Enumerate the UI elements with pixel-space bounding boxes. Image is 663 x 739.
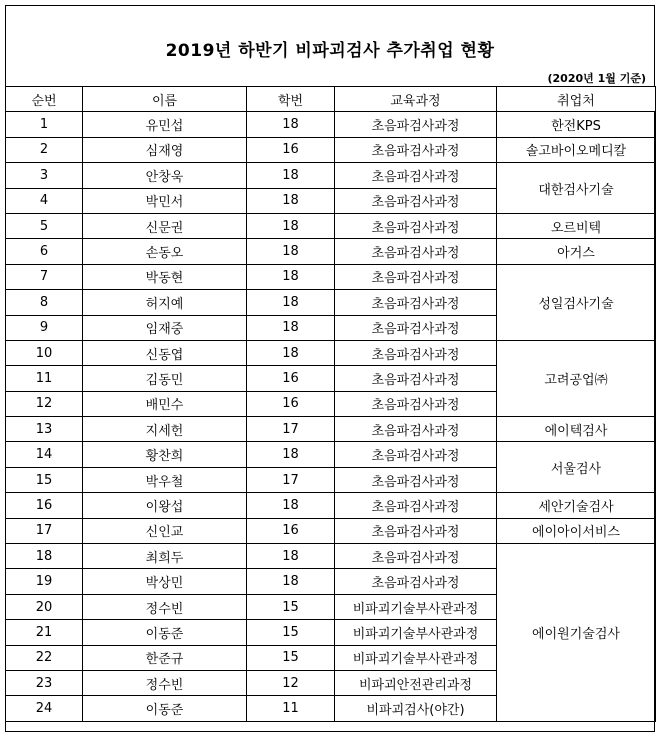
table-row — [6, 239, 656, 264]
row-no: 20 — [6, 594, 83, 619]
row-employer: 에이텍검사 — [497, 417, 656, 442]
row-course: 초음파검사과정 — [335, 137, 497, 162]
row-no: 9 — [6, 315, 83, 340]
row-course: 초음파검사과정 — [335, 467, 497, 492]
row-name: 심재영 — [83, 137, 247, 162]
table-row — [6, 163, 656, 188]
row-course: 초음파검사과정 — [335, 188, 497, 213]
row-no: 16 — [6, 493, 83, 518]
row-course: 비파괴기술부사관과정 — [335, 620, 497, 645]
row-course: 초음파검사과정 — [335, 112, 497, 137]
row-no: 3 — [6, 163, 83, 188]
row-name: 한준규 — [83, 645, 247, 670]
table-header-row — [6, 87, 656, 112]
table-row — [6, 340, 656, 365]
row-name: 최희두 — [83, 544, 247, 569]
row-no: 14 — [6, 442, 83, 467]
row-name: 황찬희 — [83, 442, 247, 467]
row-year: 18 — [247, 340, 335, 365]
row-no: 5 — [6, 213, 83, 238]
row-no: 1 — [6, 112, 83, 137]
row-no: 21 — [6, 620, 83, 645]
row-year: 18 — [247, 544, 335, 569]
row-year: 18 — [247, 442, 335, 467]
row-name: 손동오 — [83, 239, 247, 264]
document-title: 2019년 하반기 비파괴검사 추가취업 현황 — [165, 41, 495, 61]
row-course: 초음파검사과정 — [335, 290, 497, 315]
row-employer: 솔고바이오메디칼 — [497, 137, 656, 162]
row-no: 4 — [6, 188, 83, 213]
row-course: 초음파검사과정 — [335, 391, 497, 416]
row-course: 초음파검사과정 — [335, 493, 497, 518]
row-course: 비파괴검사(야간) — [335, 696, 497, 721]
document-sheet — [5, 5, 655, 732]
row-course: 초음파검사과정 — [335, 315, 497, 340]
row-year: 18 — [247, 112, 335, 137]
row-name: 신인교 — [83, 518, 247, 543]
reference-date-note: (2020년 1월 기준) — [547, 72, 646, 85]
row-no: 23 — [6, 670, 83, 695]
row-no: 8 — [6, 290, 83, 315]
row-year: 18 — [247, 493, 335, 518]
row-name: 박민서 — [83, 188, 247, 213]
row-no: 19 — [6, 569, 83, 594]
row-course: 초음파검사과정 — [335, 417, 497, 442]
table-body — [6, 112, 656, 721]
row-course: 비파괴안전관리과정 — [335, 670, 497, 695]
row-course: 초음파검사과정 — [335, 518, 497, 543]
row-year: 16 — [247, 391, 335, 416]
row-year: 18 — [247, 188, 335, 213]
row-employer: 서울검사 — [497, 442, 656, 493]
row-year: 17 — [247, 467, 335, 492]
row-employer: 에이아이서비스 — [497, 518, 656, 543]
row-employer: 세안기술검사 — [497, 493, 656, 518]
row-no: 10 — [6, 340, 83, 365]
row-year: 17 — [247, 417, 335, 442]
row-employer: 아거스 — [497, 239, 656, 264]
row-year: 15 — [247, 645, 335, 670]
table-row — [6, 544, 656, 569]
row-year: 16 — [247, 137, 335, 162]
row-name: 지세헌 — [83, 417, 247, 442]
row-employer: 에이원기술검사 — [497, 544, 656, 722]
row-name: 임재중 — [83, 315, 247, 340]
row-year: 18 — [247, 315, 335, 340]
row-no: 7 — [6, 264, 83, 289]
table-row — [6, 493, 656, 518]
header-year: 학번 — [247, 87, 335, 112]
table-row — [6, 137, 656, 162]
row-year: 18 — [247, 264, 335, 289]
row-name: 박동현 — [83, 264, 247, 289]
row-name: 이동준 — [83, 696, 247, 721]
row-name: 배민수 — [83, 391, 247, 416]
row-name: 유민섭 — [83, 112, 247, 137]
row-course: 초음파검사과정 — [335, 569, 497, 594]
row-no: 12 — [6, 391, 83, 416]
employment-table — [5, 86, 656, 722]
row-name: 김동민 — [83, 366, 247, 391]
row-course: 초음파검사과정 — [335, 163, 497, 188]
row-no: 18 — [6, 544, 83, 569]
row-employer: 성일검사기술 — [497, 264, 656, 340]
row-name: 박우철 — [83, 467, 247, 492]
row-name: 안창욱 — [83, 163, 247, 188]
header-name: 이름 — [83, 87, 247, 112]
row-year: 16 — [247, 518, 335, 543]
header-no: 순번 — [6, 87, 83, 112]
header-employer: 취업처 — [497, 87, 656, 112]
row-course: 초음파검사과정 — [335, 366, 497, 391]
row-no: 15 — [6, 467, 83, 492]
row-course: 초음파검사과정 — [335, 340, 497, 365]
row-name: 신동엽 — [83, 340, 247, 365]
row-no: 24 — [6, 696, 83, 721]
row-name: 박상민 — [83, 569, 247, 594]
row-name: 이동준 — [83, 620, 247, 645]
row-name: 정수빈 — [83, 670, 247, 695]
row-course: 초음파검사과정 — [335, 213, 497, 238]
table-row — [6, 112, 656, 137]
row-course: 초음파검사과정 — [335, 239, 497, 264]
row-no: 6 — [6, 239, 83, 264]
table-row — [6, 518, 656, 543]
row-year: 18 — [247, 163, 335, 188]
row-employer: 한전KPS — [497, 112, 656, 137]
row-year: 11 — [247, 696, 335, 721]
row-course: 초음파검사과정 — [335, 442, 497, 467]
row-name: 허지예 — [83, 290, 247, 315]
row-year: 15 — [247, 594, 335, 619]
row-no: 13 — [6, 417, 83, 442]
row-year: 18 — [247, 290, 335, 315]
row-course: 초음파검사과정 — [335, 264, 497, 289]
row-employer: 오르비텍 — [497, 213, 656, 238]
row-employer: 대한검사기술 — [497, 163, 656, 214]
row-year: 18 — [247, 213, 335, 238]
row-course: 초음파검사과정 — [335, 544, 497, 569]
row-name: 이왕섭 — [83, 493, 247, 518]
header-course: 교육과정 — [335, 87, 497, 112]
row-year: 15 — [247, 620, 335, 645]
row-employer: 고려공업㈜ — [497, 340, 656, 416]
row-no: 2 — [6, 137, 83, 162]
row-name: 신문권 — [83, 213, 247, 238]
row-name: 정수빈 — [83, 594, 247, 619]
row-year: 12 — [247, 670, 335, 695]
row-no: 22 — [6, 645, 83, 670]
row-course: 비파괴기술부사관과정 — [335, 645, 497, 670]
row-no: 17 — [6, 518, 83, 543]
row-year: 16 — [247, 366, 335, 391]
row-course: 비파괴기술부사관과정 — [335, 594, 497, 619]
table-row — [6, 213, 656, 238]
row-year: 18 — [247, 569, 335, 594]
table-row — [6, 442, 656, 467]
table-row — [6, 264, 656, 289]
row-year: 18 — [247, 239, 335, 264]
table-row — [6, 417, 656, 442]
row-no: 11 — [6, 366, 83, 391]
